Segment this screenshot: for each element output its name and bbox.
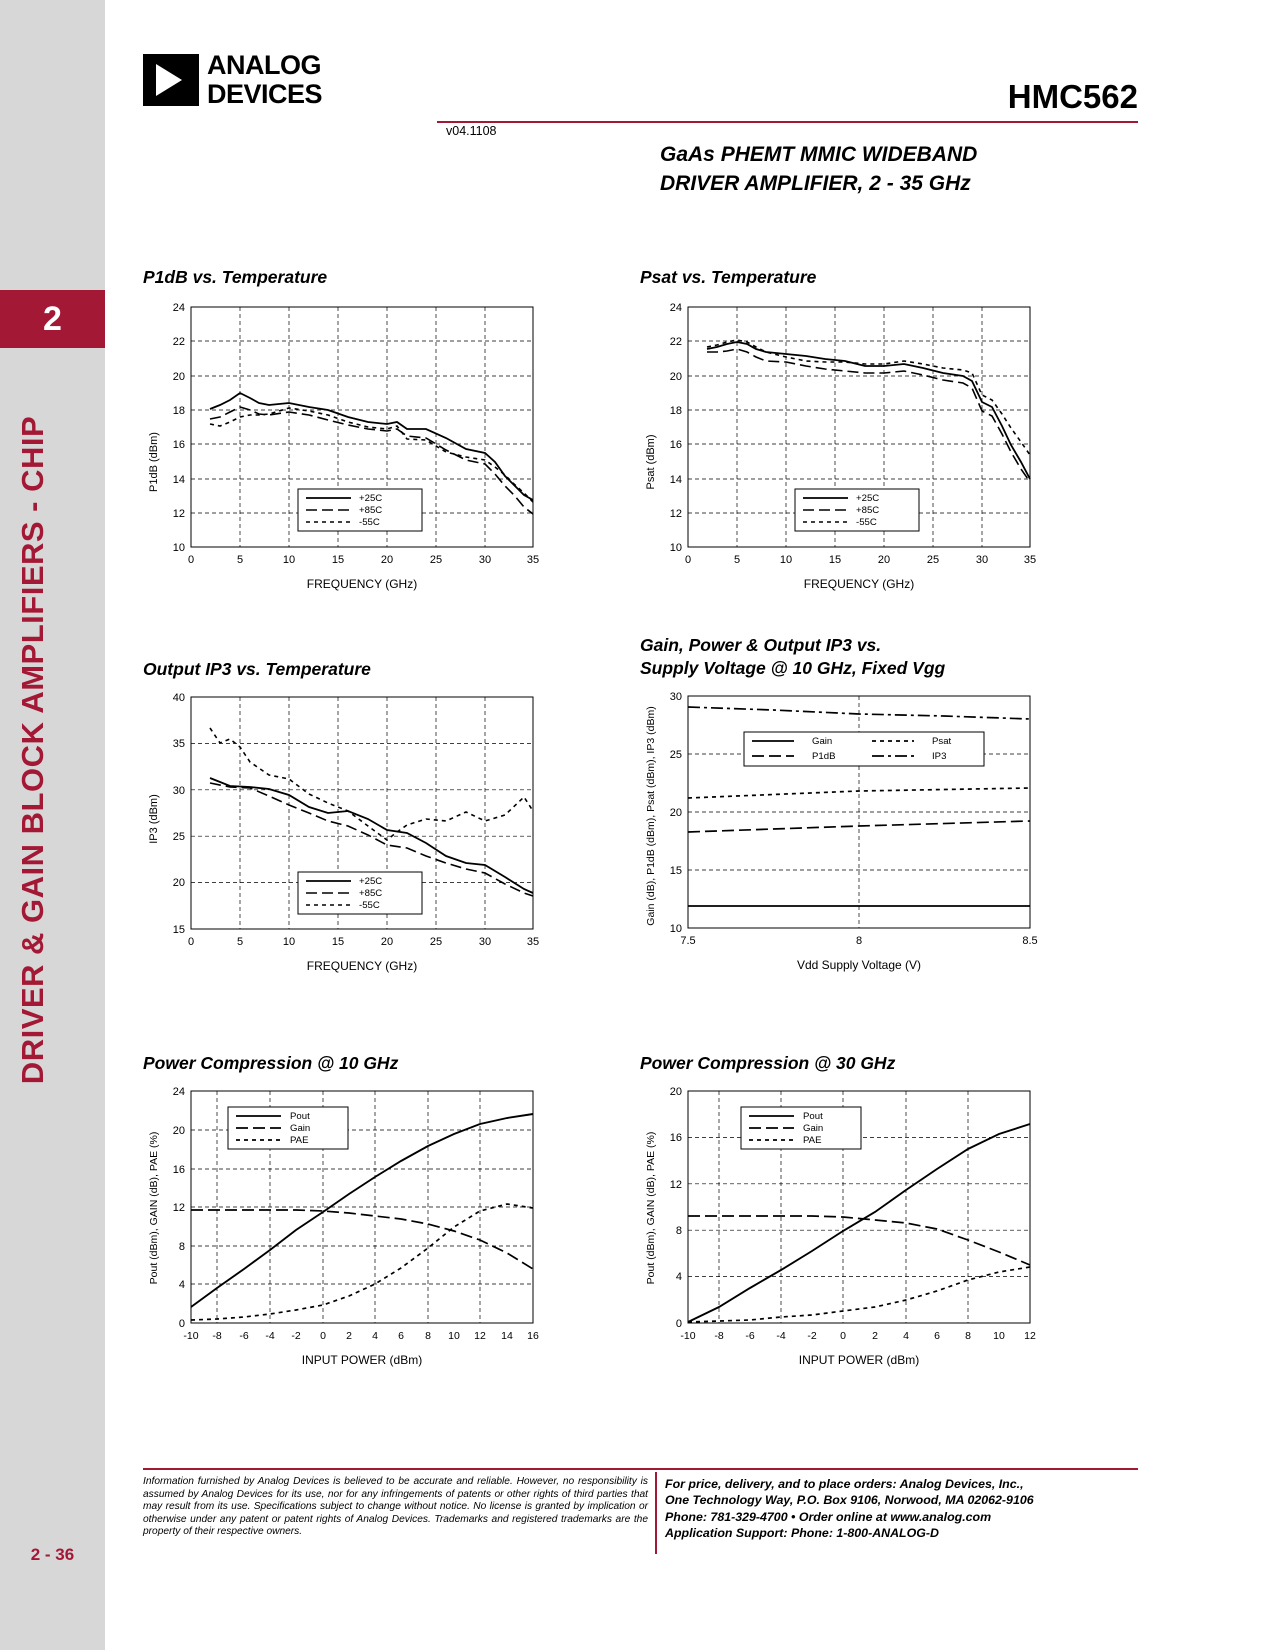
svg-text:25: 25 [926, 554, 940, 566]
svg-text:15: 15 [669, 865, 682, 877]
plot-area [640, 1083, 1040, 1403]
svg-text:16: 16 [669, 439, 682, 451]
svg-text:4: 4 [675, 1271, 682, 1283]
svg-text:-6: -6 [239, 1330, 249, 1342]
series-25c [210, 393, 533, 500]
svg-text:20: 20 [877, 554, 891, 566]
part-number: HMC562 [1007, 78, 1138, 115]
svg-text:20: 20 [669, 1086, 682, 1098]
legend-label: -55C [359, 900, 380, 911]
chart-legend [795, 489, 919, 531]
svg-text:-6: -6 [745, 1330, 755, 1342]
svg-text:12: 12 [1024, 1330, 1036, 1342]
legend-label: Gain [812, 736, 833, 747]
svg-text:20: 20 [380, 554, 394, 566]
legend-label: +25C [856, 493, 880, 504]
chapter-number: 2 [43, 299, 62, 338]
svg-text:8: 8 [425, 1330, 431, 1342]
plot-svg [143, 689, 543, 1019]
svg-text:16: 16 [527, 1330, 539, 1342]
legend-label: PAE [290, 1135, 309, 1146]
svg-text:25: 25 [172, 831, 185, 843]
legend-label: Gain [290, 1123, 311, 1134]
svg-text:0: 0 [684, 554, 692, 566]
x-tick-labels [183, 1330, 539, 1342]
svg-text:40: 40 [172, 692, 185, 704]
svg-text:-10: -10 [680, 1330, 696, 1342]
svg-text:10: 10 [669, 542, 682, 554]
svg-text:-2: -2 [291, 1330, 301, 1342]
ordering-info [665, 1476, 1145, 1542]
svg-text:35: 35 [172, 738, 185, 750]
svg-text:25: 25 [429, 936, 443, 948]
y-tick-labels [173, 302, 185, 554]
svg-text:8: 8 [178, 1241, 185, 1253]
svg-text:14: 14 [172, 474, 185, 486]
svg-text:15: 15 [331, 554, 345, 566]
svg-text:4: 4 [178, 1279, 185, 1291]
svg-text:12: 12 [474, 1330, 486, 1342]
legend-label: +25C [359, 876, 383, 887]
ordering-line-2: One Technology Way, P.O. Box 9106, Norwood, MA 02062-9106 [665, 1493, 1034, 1508]
x-tick-labels [685, 554, 1036, 566]
footer-divider [143, 1468, 1138, 1470]
x-axis-label: FREQUENCY (GHz) [306, 577, 418, 591]
plot-svg [640, 297, 1040, 637]
svg-text:8.5: 8.5 [1022, 935, 1038, 947]
y-tick-labels [670, 302, 682, 554]
document-subtitle [660, 140, 1140, 198]
svg-text:0: 0 [320, 1330, 326, 1342]
svg-text:30: 30 [975, 554, 989, 566]
sidebar-section-label: DRIVER & GAIN BLOCK AMPLIFIERS - CHIP [15, 415, 50, 1085]
svg-text:30: 30 [669, 691, 682, 703]
plot-area [143, 1083, 543, 1403]
svg-text:10: 10 [448, 1330, 460, 1342]
svg-text:12: 12 [669, 1179, 682, 1191]
svg-text:10: 10 [172, 542, 185, 554]
svg-text:2: 2 [872, 1330, 878, 1342]
svg-text:0: 0 [840, 1330, 846, 1342]
legend-label: +85C [856, 505, 880, 516]
svg-text:20: 20 [172, 877, 185, 889]
svg-text:25: 25 [429, 554, 443, 566]
svg-text:0: 0 [675, 1318, 682, 1330]
chart-psat-vs-temperature [640, 266, 1040, 637]
page-number: 2 - 36 [30, 1545, 75, 1564]
y-axis-label: Gain (dB), P1dB (dBm), Psat (dBm), IP3 (dBm) [645, 706, 657, 926]
chart-power-compression-30ghz [640, 1052, 1040, 1403]
y-axis-label: Psat (dBm) [645, 434, 657, 490]
subtitle-line-1: GaAs PHEMT MMIC WIDEBAND [660, 143, 978, 166]
svg-text:7.5: 7.5 [680, 935, 696, 947]
svg-text:-10: -10 [183, 1330, 199, 1342]
y-axis-label: IP3 (dBm) [148, 794, 160, 844]
x-axis-label: FREQUENCY (GHz) [803, 577, 915, 591]
svg-text:20: 20 [380, 936, 394, 948]
legend-label: +85C [359, 888, 383, 899]
svg-text:0: 0 [178, 1318, 185, 1330]
svg-text:20: 20 [669, 371, 682, 383]
svg-text:24: 24 [669, 302, 682, 314]
y-tick-labels [173, 1086, 185, 1330]
chart-legend [228, 1107, 348, 1149]
x-axis-label: Vdd Supply Voltage (V) [796, 958, 922, 972]
x-tick-labels [680, 935, 1037, 947]
footer-vertical-divider [655, 1472, 657, 1554]
svg-text:10: 10 [993, 1330, 1005, 1342]
plot-svg [143, 1083, 543, 1403]
svg-text:10: 10 [669, 923, 682, 935]
plot-svg [640, 1083, 1040, 1403]
svg-text:16: 16 [172, 1164, 185, 1176]
x-tick-labels [680, 1330, 1036, 1342]
series-gain [191, 1210, 533, 1269]
legend-label: Gain [803, 1123, 824, 1134]
plot-area [640, 688, 1040, 1008]
svg-text:4: 4 [372, 1330, 378, 1342]
ordering-line-3: Phone: 781-329-4700 • Order online at www.analog.com [665, 1509, 992, 1524]
x-tick-labels [188, 936, 539, 948]
svg-text:8: 8 [675, 1225, 682, 1237]
legend-label: PAE [803, 1135, 822, 1146]
svg-text:10: 10 [779, 554, 793, 566]
y-tick-labels [670, 1086, 682, 1330]
y-axis-label: P1dB (dBm) [148, 432, 160, 492]
chart-title: Power Compression @ 10 GHz [143, 1053, 399, 1073]
chart-legend [741, 1107, 861, 1149]
svg-text:0: 0 [187, 936, 195, 948]
chart-gain-power-ip3-vs-supply-voltage [640, 634, 1040, 1008]
svg-text:14: 14 [669, 474, 682, 486]
svg-text:24: 24 [172, 302, 185, 314]
logo-wordmark [207, 51, 322, 109]
svg-text:15: 15 [172, 924, 185, 936]
logo-line-2: DEVICES [207, 79, 323, 109]
svg-text:0: 0 [187, 554, 195, 566]
y-tick-labels [173, 692, 185, 936]
svg-text:5: 5 [236, 554, 244, 566]
svg-text:24: 24 [172, 1086, 185, 1098]
header-divider [437, 121, 1138, 123]
svg-text:-8: -8 [212, 1330, 222, 1342]
chart-title-line-1: Gain, Power & Output IP3 vs. [640, 635, 882, 655]
x-tick-labels [188, 554, 539, 566]
chart-legend [298, 489, 422, 531]
plot-area [640, 297, 1040, 637]
plot-area [143, 297, 543, 637]
legend-label: +85C [359, 505, 383, 516]
svg-text:22: 22 [669, 336, 682, 348]
legend-label: Psat [932, 736, 952, 747]
legend-label: -55C [359, 517, 380, 528]
document-version: v04.1108 [446, 124, 497, 138]
svg-text:10: 10 [282, 554, 296, 566]
svg-text:8: 8 [855, 935, 863, 947]
svg-text:14: 14 [501, 1330, 513, 1342]
svg-text:35: 35 [526, 554, 540, 566]
plot-svg [143, 297, 543, 637]
svg-text:12: 12 [669, 508, 682, 520]
svg-text:4: 4 [903, 1330, 909, 1342]
svg-text:-8: -8 [714, 1330, 724, 1342]
svg-text:22: 22 [172, 336, 185, 348]
svg-text:6: 6 [934, 1330, 940, 1342]
series-pout [688, 1124, 1030, 1322]
x-axis-label: FREQUENCY (GHz) [306, 959, 418, 973]
chart-legend [298, 872, 422, 914]
svg-text:30: 30 [478, 936, 492, 948]
x-axis-label: INPUT POWER (dBm) [798, 1353, 920, 1367]
svg-text:-4: -4 [265, 1330, 275, 1342]
logo-line-1: ANALOG [207, 50, 321, 80]
svg-text:18: 18 [172, 405, 185, 417]
sidebar-band [0, 0, 105, 1650]
ordering-line-1: For price, delivery, and to place orders: Analog Devices, Inc., [665, 1477, 1024, 1491]
logo-triangle-icon [143, 54, 199, 106]
chart-p1db-vs-temperature [143, 266, 543, 637]
svg-text:12: 12 [172, 508, 185, 520]
y-axis-label: Pout (dBm), GAIN (dB), PAE (%) [148, 1131, 160, 1285]
svg-text:25: 25 [669, 749, 682, 761]
ordering-line-4: Application Support: Phone: 1-800-ANALOG-D [665, 1526, 939, 1541]
x-axis-label: INPUT POWER (dBm) [301, 1353, 423, 1367]
y-tick-labels [670, 691, 682, 935]
series-minus55c [210, 728, 533, 840]
svg-text:8: 8 [965, 1330, 971, 1342]
chart-title [640, 634, 1040, 680]
svg-text:-4: -4 [776, 1330, 786, 1342]
legend-label: Pout [803, 1111, 823, 1122]
svg-text:5: 5 [236, 936, 244, 948]
svg-text:2: 2 [346, 1330, 352, 1342]
svg-text:16: 16 [669, 1132, 682, 1144]
series-pae [191, 1204, 533, 1320]
chart-title-line-2: Supply Voltage @ 10 GHz, Fixed Vgg [640, 658, 946, 678]
svg-text:35: 35 [1023, 554, 1037, 566]
plot-svg [640, 688, 1040, 1008]
svg-text:5: 5 [733, 554, 741, 566]
subtitle-line-2: DRIVER AMPLIFIER, 2 - 35 GHz [660, 172, 971, 195]
svg-text:18: 18 [669, 405, 682, 417]
plot-area [143, 689, 543, 1019]
svg-text:20: 20 [172, 371, 185, 383]
svg-text:16: 16 [172, 439, 185, 451]
chart-legend [744, 732, 984, 766]
legend-label: +25C [359, 493, 383, 504]
chart-power-compression-10ghz [143, 1052, 543, 1403]
chart-title: Power Compression @ 30 GHz [640, 1053, 896, 1073]
svg-text:20: 20 [669, 807, 682, 819]
chart-title: Output IP3 vs. Temperature [143, 659, 371, 679]
series-gain [688, 1216, 1030, 1265]
legend-label: P1dB [812, 751, 836, 762]
svg-text:35: 35 [526, 936, 540, 948]
chart-title: P1dB vs. Temperature [143, 267, 328, 287]
svg-text:30: 30 [172, 785, 185, 797]
legend-label: IP3 [932, 751, 947, 762]
y-axis-label: Pout (dBm), GAIN (dB), PAE (%) [645, 1131, 657, 1285]
chart-title: Psat vs. Temperature [640, 267, 817, 287]
chart-output-ip3-vs-temperature [143, 658, 543, 1019]
legal-disclaimer: Information furnished by Analog Devices is believed to be accurate and reliable. However, no responsibility is assumed by Analog Devices for its use, nor for any infringements of patents or other rights of third parties that may result from its use. Specifications subject to change without notice. No license is granted by implication or otherwise under any patent or patent rights of Analog Devices. Trademarks and registered trademarks are the property of their respective owners. [143, 1476, 648, 1538]
svg-text:12: 12 [172, 1202, 185, 1214]
svg-text:15: 15 [828, 554, 842, 566]
svg-text:-2: -2 [807, 1330, 817, 1342]
series-85c [707, 349, 1030, 482]
legend-label: -55C [856, 517, 877, 528]
svg-text:15: 15 [331, 936, 345, 948]
legend-label: Pout [290, 1111, 310, 1122]
svg-text:30: 30 [478, 554, 492, 566]
svg-text:6: 6 [398, 1330, 404, 1342]
svg-text:20: 20 [172, 1125, 185, 1137]
analog-devices-logo [143, 52, 358, 110]
svg-text:10: 10 [282, 936, 296, 948]
